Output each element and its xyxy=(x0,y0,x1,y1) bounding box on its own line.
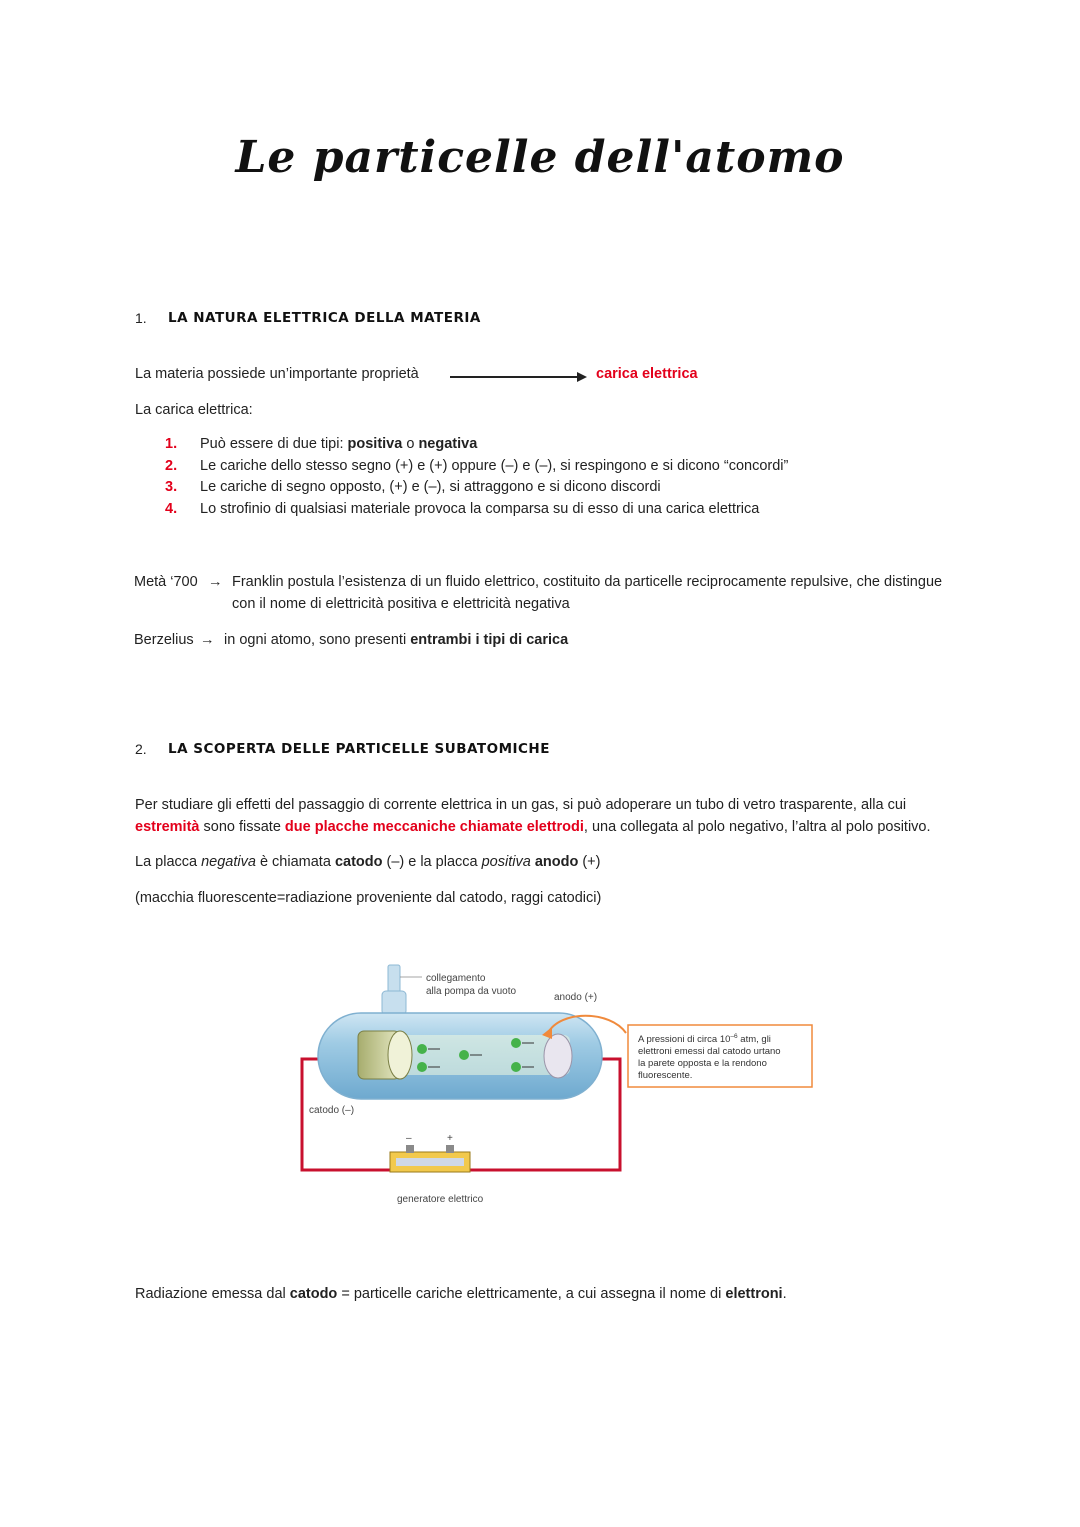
generator-label: generatore elettrico xyxy=(397,1194,484,1205)
italic-positiva: positiva xyxy=(481,854,531,870)
paragraph-3: (macchia fluorescente=radiazione proveniente dal catodo, raggi catodici) xyxy=(135,890,602,906)
bold-elettroni: elettroni xyxy=(725,1286,783,1302)
note-line-1-end: atm, gli xyxy=(737,1034,771,1045)
electron-icon xyxy=(511,1062,521,1072)
electron-icon xyxy=(511,1038,521,1048)
property-text: La materia possiede un’importante proprietà xyxy=(135,366,419,382)
note-line-1 xyxy=(638,1033,771,1045)
list-number: 3. xyxy=(165,479,178,495)
cathode-ray-tube-figure xyxy=(290,955,830,1215)
berzelius-label: Berzelius xyxy=(134,632,194,648)
note-exponent: –6 xyxy=(730,1033,738,1040)
list-text-part: Può essere di due tipi: xyxy=(200,436,348,452)
list-text: Le cariche dello stesso segno (+) e (+) oppure (–) e (–), si respingono e si dicono “concordi” xyxy=(200,457,789,474)
page-title: Le particelle dell'atomo xyxy=(235,132,845,183)
list-number: 1. xyxy=(165,436,178,452)
bold-catodo: catodo xyxy=(334,854,383,870)
list-bold-negativa: negativa xyxy=(418,436,478,452)
cathode-label: catodo (–) xyxy=(309,1105,355,1116)
list-item xyxy=(165,501,985,523)
highlight-elettrodi: due placche meccaniche chiamate elettrodi xyxy=(284,819,584,835)
electron-icon xyxy=(417,1044,427,1054)
note-line-4: fluorescente. xyxy=(638,1070,693,1081)
pump-label-line-2: alla pompa da vuoto xyxy=(426,986,517,997)
berzelius-bold: entrambi i tipi di carica xyxy=(410,632,569,648)
paragraph-text-part: , una collegata al polo negativo, l’altra al polo positivo. xyxy=(583,819,931,835)
paragraph-2 xyxy=(135,854,600,870)
charge-label: La carica elettrica: xyxy=(135,402,253,418)
franklin-line-2: con il nome di elettricità positiva e elettricità negativa xyxy=(232,596,570,612)
battery-minus-label: – xyxy=(406,1133,412,1144)
berzelius-text xyxy=(224,632,568,648)
section-1-number: 1. xyxy=(135,310,147,326)
note-line-1-text: A pressioni di circa 10 xyxy=(638,1034,731,1045)
property-value: carica elettrica xyxy=(596,366,698,382)
italic-negativa: negativa xyxy=(201,854,256,870)
section-2-heading: LA SCOPERTA DELLE PARTICELLE SUBATOMICHE xyxy=(168,741,550,757)
cathode-face xyxy=(388,1031,412,1079)
section-1-heading: LA NATURA ELETTRICA DELLA MATERIA xyxy=(168,310,481,326)
paragraph-text-part: (–) e la placca xyxy=(382,854,482,870)
arrow-right-icon xyxy=(450,376,578,378)
conclusion-text-part: Radiazione emessa dal xyxy=(135,1286,290,1302)
pump-connector xyxy=(382,991,406,1015)
battery-terminal-positive xyxy=(446,1145,454,1153)
list-text xyxy=(200,436,477,452)
paragraph-text-part: La placca xyxy=(135,854,202,870)
battery-plus-label: + xyxy=(447,1133,453,1144)
electron-icon xyxy=(459,1050,469,1060)
list-item xyxy=(165,458,985,480)
paragraph-1-line-2 xyxy=(135,819,931,835)
anode-label: anodo (+) xyxy=(554,992,598,1003)
paragraph-1-line-1: Per studiare gli effetti del passaggio di corrente elettrica in un gas, si può adoperare un tubo di vetro trasparente, alla cui xyxy=(135,797,907,813)
list-item xyxy=(165,479,985,501)
bold-catodo: catodo xyxy=(289,1286,338,1302)
pump-label-line-1: collegamento xyxy=(426,973,486,984)
list-text: Lo strofinio di qualsiasi materiale provoca la comparsa su di esso di una carica elettrica xyxy=(200,500,760,517)
section-2-number: 2. xyxy=(135,741,147,757)
list-text: Le cariche di segno opposto, (+) e (–), si attraggono e si dicono discordi xyxy=(200,479,661,495)
franklin-label: Metà ‘700 xyxy=(134,574,198,590)
paragraph-text-part: (+) xyxy=(578,854,601,870)
list-number: 2. xyxy=(165,457,178,474)
conclusion xyxy=(135,1286,787,1302)
charge-properties-list xyxy=(165,436,985,522)
arrow-head-icon xyxy=(577,372,587,382)
arrow-right-icon: → xyxy=(200,632,215,648)
list-item xyxy=(165,436,985,458)
bold-anodo: anodo xyxy=(534,854,579,870)
list-text-part: o xyxy=(402,436,419,452)
arrow-right-icon: → xyxy=(208,574,223,590)
anode-plate xyxy=(544,1034,572,1078)
paragraph-text-part: sono fissate xyxy=(199,819,285,835)
berzelius-text-part: in ogni atomo, sono presenti xyxy=(224,632,411,648)
list-bold-positiva: positiva xyxy=(347,436,403,452)
conclusion-text-part: . xyxy=(782,1286,787,1302)
note-line-3: la parete opposta e la rendono xyxy=(638,1058,767,1069)
franklin-line-1: Franklin postula l’esistenza di un fluido elettrico, costituito da particelle reciprocamente repulsive, che distingue xyxy=(232,574,943,590)
conclusion-text-part: = particelle cariche elettricamente, a cui assegna il nome di xyxy=(337,1286,726,1302)
note-line-2: elettroni emessi dal catodo urtano xyxy=(638,1046,781,1057)
battery-terminal-negative xyxy=(406,1145,414,1153)
highlight-estremita: estremità xyxy=(135,819,200,835)
list-number: 4. xyxy=(165,500,178,517)
paragraph-text-part: è chiamata xyxy=(255,854,335,870)
battery-cells xyxy=(396,1158,464,1166)
electron-icon xyxy=(417,1062,427,1072)
